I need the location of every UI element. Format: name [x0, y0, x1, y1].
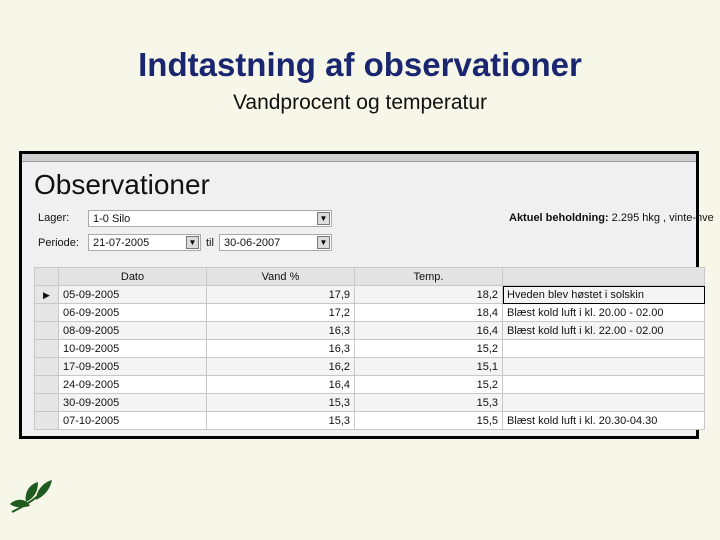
- chevron-down-icon[interactable]: ▼: [317, 236, 330, 249]
- cell-vand[interactable]: 16,3: [207, 322, 355, 340]
- observations-window: [19, 151, 714, 439]
- row-selector[interactable]: [35, 286, 59, 304]
- cell-vand[interactable]: 16,4: [207, 376, 355, 394]
- table-header-row: [35, 268, 705, 286]
- row-selector[interactable]: [35, 358, 59, 376]
- observations-form: [22, 162, 714, 436]
- cell-comment[interactable]: [503, 340, 705, 358]
- periode-label: Periode:: [38, 237, 79, 249]
- lager-label: Lager:: [38, 212, 70, 224]
- cell-vand[interactable]: 16,3: [207, 340, 355, 358]
- cell-dato[interactable]: 30-09-2005: [59, 394, 207, 412]
- stock-info: [509, 212, 714, 224]
- leaf-logo-icon: [8, 478, 54, 518]
- table-row[interactable]: [35, 358, 705, 376]
- cell-comment[interactable]: [503, 376, 705, 394]
- observations-table: [34, 267, 705, 430]
- cell-temp[interactable]: 18,2: [355, 286, 503, 304]
- row-selector[interactable]: [35, 376, 59, 394]
- row-selector[interactable]: [35, 322, 59, 340]
- cell-dato[interactable]: 24-09-2005: [59, 376, 207, 394]
- cell-comment[interactable]: Blæst kold luft i kl. 20.30-04.30: [503, 412, 705, 430]
- til-label: til: [206, 237, 214, 249]
- cell-vand[interactable]: 15,3: [207, 394, 355, 412]
- record-pointer-icon: ▶: [43, 289, 50, 300]
- cell-temp[interactable]: 18,4: [355, 304, 503, 322]
- chevron-down-icon[interactable]: ▼: [186, 236, 199, 249]
- cell-comment[interactable]: [503, 394, 705, 412]
- slide-subtitle: Vandprocent og temperatur: [232, 91, 488, 114]
- row-selector[interactable]: [35, 394, 59, 412]
- table-row[interactable]: [35, 394, 705, 412]
- row-selector[interactable]: [35, 412, 59, 430]
- cell-vand[interactable]: 16,2: [207, 358, 355, 376]
- cell-dato[interactable]: 17-09-2005: [59, 358, 207, 376]
- cell-dato[interactable]: 06-09-2005: [59, 304, 207, 322]
- cell-comment[interactable]: Hveden blev høstet i solskin: [503, 286, 705, 304]
- table-row[interactable]: [35, 322, 705, 340]
- cell-comment[interactable]: [503, 358, 705, 376]
- column-header-temp[interactable]: Temp.: [355, 268, 503, 286]
- cell-comment[interactable]: Blæst kold luft i kl. 22.00 - 02.00: [503, 322, 705, 340]
- cell-comment[interactable]: Blæst kold luft i kl. 20.00 - 02.00: [503, 304, 705, 322]
- cell-temp[interactable]: 15,5: [355, 412, 503, 430]
- periode-to-value: 30-06-2007: [224, 237, 281, 249]
- cell-temp[interactable]: 16,4: [355, 322, 503, 340]
- lager-combo[interactable]: [88, 210, 332, 227]
- cell-temp[interactable]: 15,2: [355, 376, 503, 394]
- table-row[interactable]: [35, 304, 705, 322]
- cell-vand[interactable]: 17,2: [207, 304, 355, 322]
- periode-from-value: 21-07-2005: [93, 237, 150, 249]
- window-toolbar-strip: [22, 154, 696, 162]
- column-header-dato[interactable]: Dato: [59, 268, 207, 286]
- cell-temp[interactable]: 15,1: [355, 358, 503, 376]
- cell-temp[interactable]: 15,3: [355, 394, 503, 412]
- form-heading: Observationer: [34, 169, 210, 200]
- cell-dato[interactable]: 05-09-2005: [59, 286, 207, 304]
- cell-dato[interactable]: 08-09-2005: [59, 322, 207, 340]
- header-selector: [35, 268, 59, 286]
- lager-value: 1-0 Silo: [93, 213, 131, 225]
- table-row[interactable]: [35, 286, 705, 304]
- cell-dato[interactable]: 07-10-2005: [59, 412, 207, 430]
- table-row[interactable]: [35, 340, 705, 358]
- column-header-comment[interactable]: [503, 268, 705, 286]
- cell-vand[interactable]: 15,3: [207, 412, 355, 430]
- table-row[interactable]: [35, 376, 705, 394]
- row-selector[interactable]: [35, 304, 59, 322]
- column-header-vand[interactable]: Vand %: [207, 268, 355, 286]
- cell-vand[interactable]: 17,9: [207, 286, 355, 304]
- chevron-down-icon[interactable]: ▼: [317, 212, 330, 225]
- stock-label: Aktuel beholdning:: [509, 212, 609, 224]
- row-selector[interactable]: [35, 340, 59, 358]
- periode-to-combo[interactable]: [219, 234, 332, 251]
- slide-title: Indtastning af observationer: [138, 46, 582, 83]
- stock-value: 2.295 hkg , vinte-hve: [611, 212, 714, 224]
- cell-temp[interactable]: 15,2: [355, 340, 503, 358]
- cell-dato[interactable]: 10-09-2005: [59, 340, 207, 358]
- periode-from-combo[interactable]: [88, 234, 201, 251]
- table-row[interactable]: [35, 412, 705, 430]
